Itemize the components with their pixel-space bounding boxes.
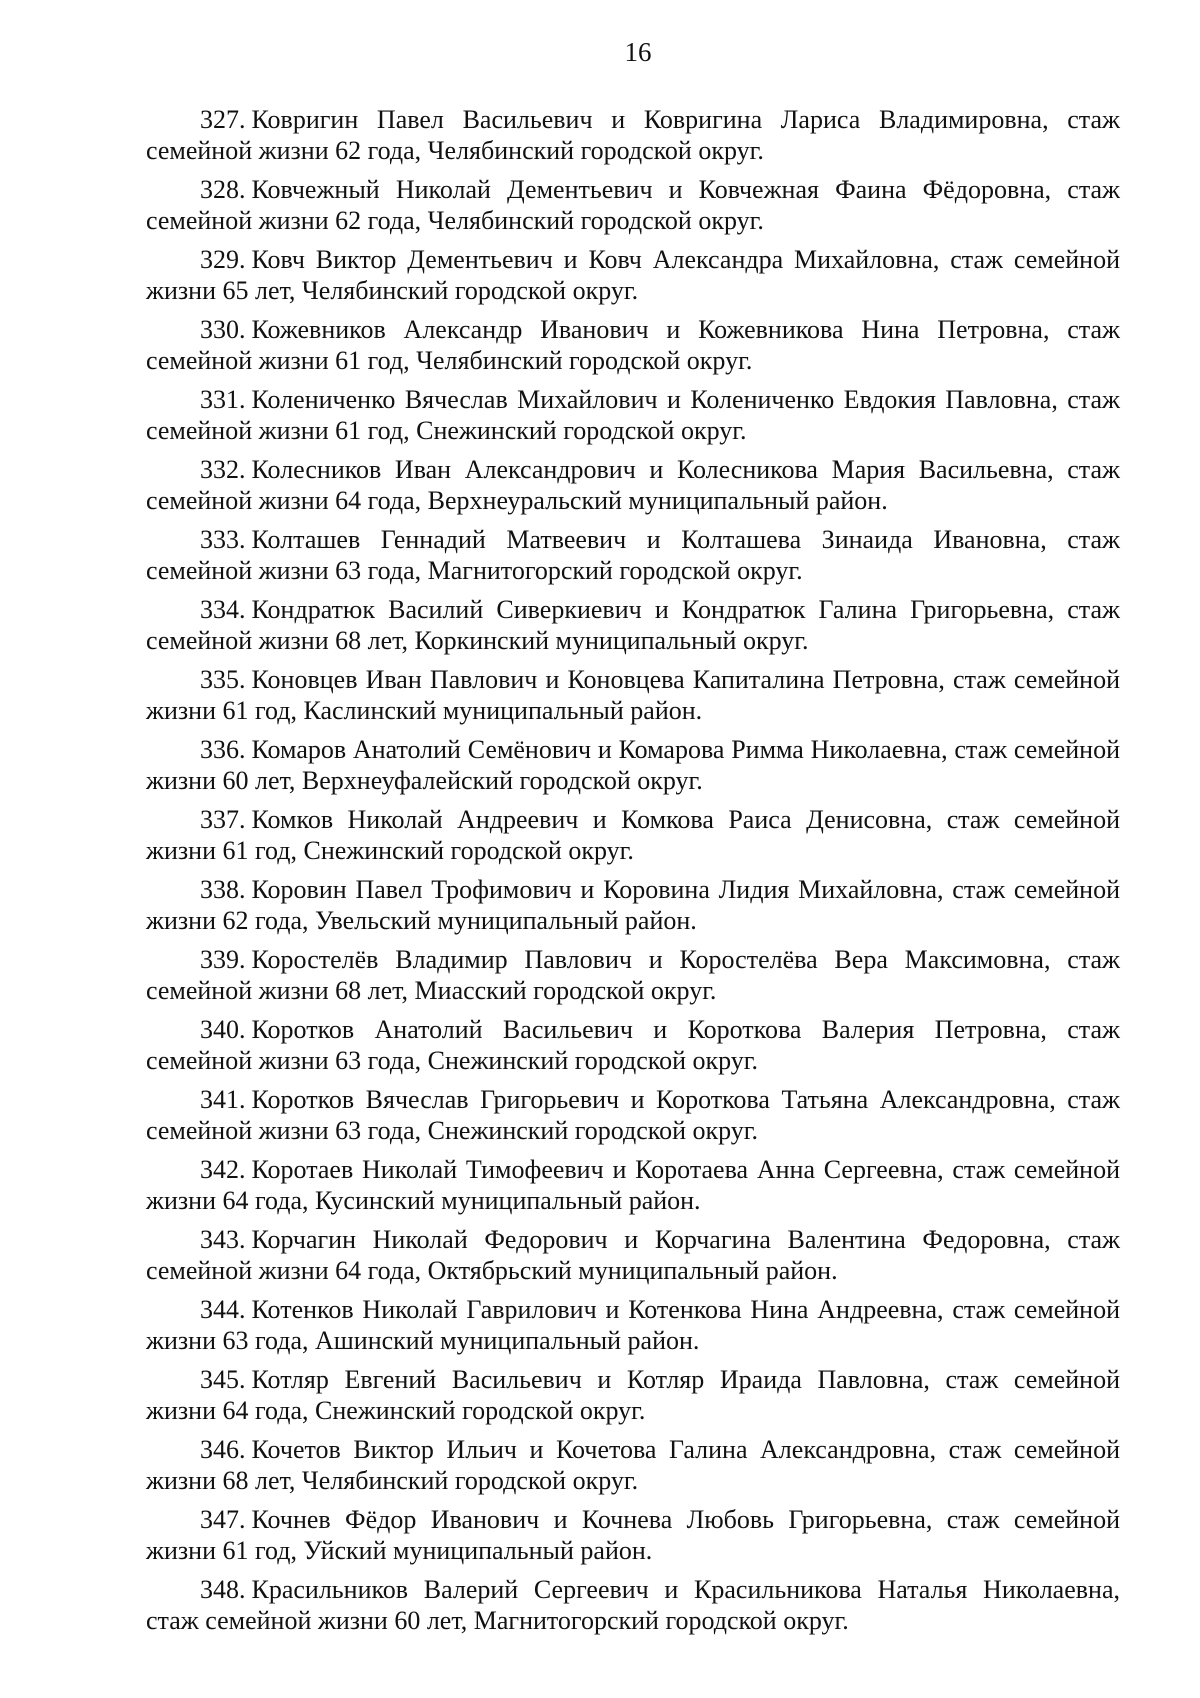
entry-text: Ковчежный Николай Дементьевич и Ковчежная Фаина Фёдоровна, стаж семейной жизни 62 года, Челябинский городской округ. xyxy=(146,175,1120,235)
entry-number: 329. xyxy=(200,245,246,274)
entry-text: Красильников Валерий Сергеевич и Красильникова Наталья Николаевна, стаж семейной жизни 60 лет, Магнитогорский городской округ. xyxy=(146,1575,1120,1635)
list-item xyxy=(146,1224,1120,1286)
entry-text: Коротков Анатолий Васильевич и Короткова Валерия Петровна, стаж семейной жизни 63 года, Снежинский городской округ. xyxy=(146,1015,1120,1075)
list-item xyxy=(146,1574,1120,1636)
entry-text: Комков Николай Андреевич и Комкова Раиса Денисовна, стаж семейной жизни 61 год, Снежинский городской округ. xyxy=(146,805,1120,865)
list-item xyxy=(146,384,1120,446)
entry-text: Коротаев Николай Тимофеевич и Коротаева Анна Сергеевна, стаж семейной жизни 64 года, Кусинский муниципальный район. xyxy=(146,1155,1120,1215)
entry-text: Котляр Евгений Васильевич и Котляр Ираида Павловна, стаж семейной жизни 64 года, Снежинский городской округ. xyxy=(146,1365,1120,1425)
entry-text: Ковч Виктор Дементьевич и Ковч Александра Михайловна, стаж семейной жизни 65 лет, Челябинский городской округ. xyxy=(146,245,1120,305)
list-item xyxy=(146,594,1120,656)
list-item xyxy=(146,734,1120,796)
entry-number: 348. xyxy=(200,1575,246,1604)
list-item xyxy=(146,804,1120,866)
entry-number: 343. xyxy=(200,1225,246,1254)
entry-number: 344. xyxy=(200,1295,246,1324)
entry-number: 339. xyxy=(200,945,246,974)
list-item xyxy=(146,524,1120,586)
list-item xyxy=(146,1434,1120,1496)
entry-text: Коротков Вячеслав Григорьевич и Короткова Татьяна Александровна, стаж семейной жизни 63 года, Снежинский городской округ. xyxy=(146,1085,1120,1145)
list-item xyxy=(146,1014,1120,1076)
list-item xyxy=(146,244,1120,306)
entry-number: 331. xyxy=(200,385,246,414)
entry-number: 335. xyxy=(200,665,246,694)
list-item xyxy=(146,174,1120,236)
entry-number: 342. xyxy=(200,1155,246,1184)
entry-number: 347. xyxy=(200,1505,246,1534)
entry-text: Ковригин Павел Васильевич и Ковригина Лариса Владимировна, стаж семейной жизни 62 года, Челябинский городской округ. xyxy=(146,105,1120,165)
list-item xyxy=(146,664,1120,726)
entry-text: Комаров Анатолий Семёнович и Комарова Римма Николаевна, стаж семейной жизни 60 лет, Верхнеуфалейский городской округ. xyxy=(146,735,1120,795)
list-item xyxy=(146,1294,1120,1356)
entry-text: Колесников Иван Александрович и Колесникова Мария Васильевна, стаж семейной жизни 64 года, Верхнеуральский муниципальный район. xyxy=(146,455,1120,515)
list-item xyxy=(146,874,1120,936)
list-item xyxy=(146,314,1120,376)
list-item xyxy=(146,1154,1120,1216)
list-item xyxy=(146,1084,1120,1146)
entry-number: 328. xyxy=(200,175,246,204)
entry-text: Колениченко Вячеслав Михайлович и Колениченко Евдокия Павловна, стаж семейной жизни 61 год, Снежинский городской округ. xyxy=(146,385,1120,445)
list-item xyxy=(146,104,1120,166)
entry-text: Кондратюк Василий Сиверкиевич и Кондратюк Галина Григорьевна, стаж семейной жизни 68 лет, Коркинский муниципальный округ. xyxy=(146,595,1120,655)
entry-text: Кочнев Фёдор Иванович и Кочнева Любовь Григорьевна, стаж семейной жизни 61 год, Уйский муниципальный район. xyxy=(146,1505,1120,1565)
page-number: 16 xyxy=(624,37,652,67)
entry-number: 340. xyxy=(200,1015,246,1044)
entry-list xyxy=(146,104,1120,1644)
entry-text: Кожевников Александр Иванович и Кожевникова Нина Петровна, стаж семейной жизни 61 год, Челябинский городской округ. xyxy=(146,315,1120,375)
entry-number: 337. xyxy=(200,805,246,834)
entry-number: 327. xyxy=(200,105,246,134)
list-item xyxy=(146,944,1120,1006)
entry-number: 334. xyxy=(200,595,246,624)
entry-number: 336. xyxy=(200,735,246,764)
entry-text: Колташев Геннадий Матвеевич и Колташева Зинаида Ивановна, стаж семейной жизни 63 года, Магнитогорский городской округ. xyxy=(146,525,1120,585)
list-item xyxy=(146,1364,1120,1426)
entry-text: Котенков Николай Гаврилович и Котенкова Нина Андреевна, стаж семейной жизни 63 года, Ашинский муниципальный район. xyxy=(146,1295,1120,1355)
entry-number: 330. xyxy=(200,315,246,344)
entry-text: Коновцев Иван Павлович и Коновцева Капиталина Петровна, стаж семейной жизни 61 год, Каслинский муниципальный район. xyxy=(146,665,1120,725)
entry-text: Коростелёв Владимир Павлович и Коростелёва Вера Максимовна, стаж семейной жизни 68 лет, Миасский городской округ. xyxy=(146,945,1120,1005)
entry-number: 345. xyxy=(200,1365,246,1394)
list-item xyxy=(146,454,1120,516)
list-item xyxy=(146,1504,1120,1566)
entry-text: Корчагин Николай Федорович и Корчагина Валентина Федоровна, стаж семейной жизни 64 года, Октябрьский муниципальный район. xyxy=(146,1225,1120,1285)
entry-number: 333. xyxy=(200,525,246,554)
entry-number: 346. xyxy=(200,1435,246,1464)
entry-number: 341. xyxy=(200,1085,246,1114)
entry-text: Коровин Павел Трофимович и Коровина Лидия Михайловна, стаж семейной жизни 62 года, Увельский муниципальный район. xyxy=(146,875,1120,935)
entry-number: 332. xyxy=(200,455,246,484)
entry-number: 338. xyxy=(200,875,246,904)
entry-text: Кочетов Виктор Ильич и Кочетова Галина Александровна, стаж семейной жизни 68 лет, Челябинский городской округ. xyxy=(146,1435,1120,1495)
